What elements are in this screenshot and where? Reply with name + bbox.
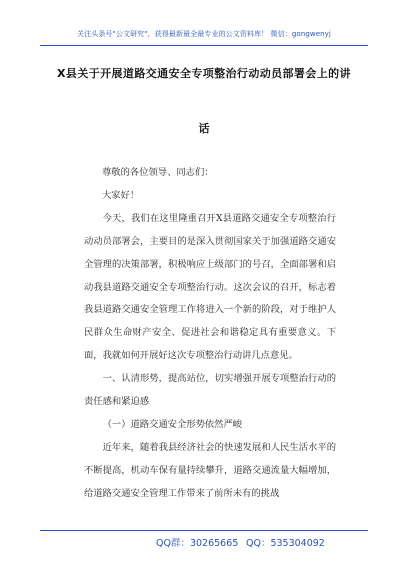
header-divider [40,45,368,46]
footer-qq-group: QQ群：30265665 [156,538,239,549]
document-body [84,162,336,506]
footer-qq-contact: QQ：535304092 [246,538,325,549]
paragraph-situation: 近年来，随着我县经济社会的快速发展和人民生活水平的不断提高，机动车保有量持续攀升，道路交通流量大幅增加，给道路交通安全管理工作带来了前所未有的挑战 [84,441,336,499]
page-header [0,0,408,50]
document-title: X县关于开展道路交通安全专项整治行动动员部署会上的讲 [57,67,351,80]
salutation: 尊敬的各位领导、同志们： [102,167,214,178]
subsection-heading-1: （一）道路交通安全形势依然严峻 [102,418,243,430]
document-title-continued: 话 [198,122,210,135]
greeting: 大家好！ [102,189,140,201]
footer-divider [40,530,368,531]
section-heading-1: 一、认清形势，提高站位，切实增强开展专项整治行动的责任感和紧迫感 [84,373,336,408]
paragraph-intro: 今天，我们在这里隆重召开X县道路交通安全专项整治行动动员部署会，主要目的是深入贯彻国家关于加强道路交通安全管理的决策部署，积极响应上级部门的号召，全面部署和启动我县道路交通安全专项整治行动。这次会议的召开，标志着我县道路交通安全管理工作将进入一个新的阶段，对于维护人民群众生命财产安全、促进社会和谐稳定具有重要意义。下面，我就如何开展好这次专项整治行动讲几点意见。 [84,212,336,362]
header-promo-text: 关注头条号"公文研究"，获得最新最全最专业的公文资料库！ 微信：gongwenyj [77,30,331,38]
